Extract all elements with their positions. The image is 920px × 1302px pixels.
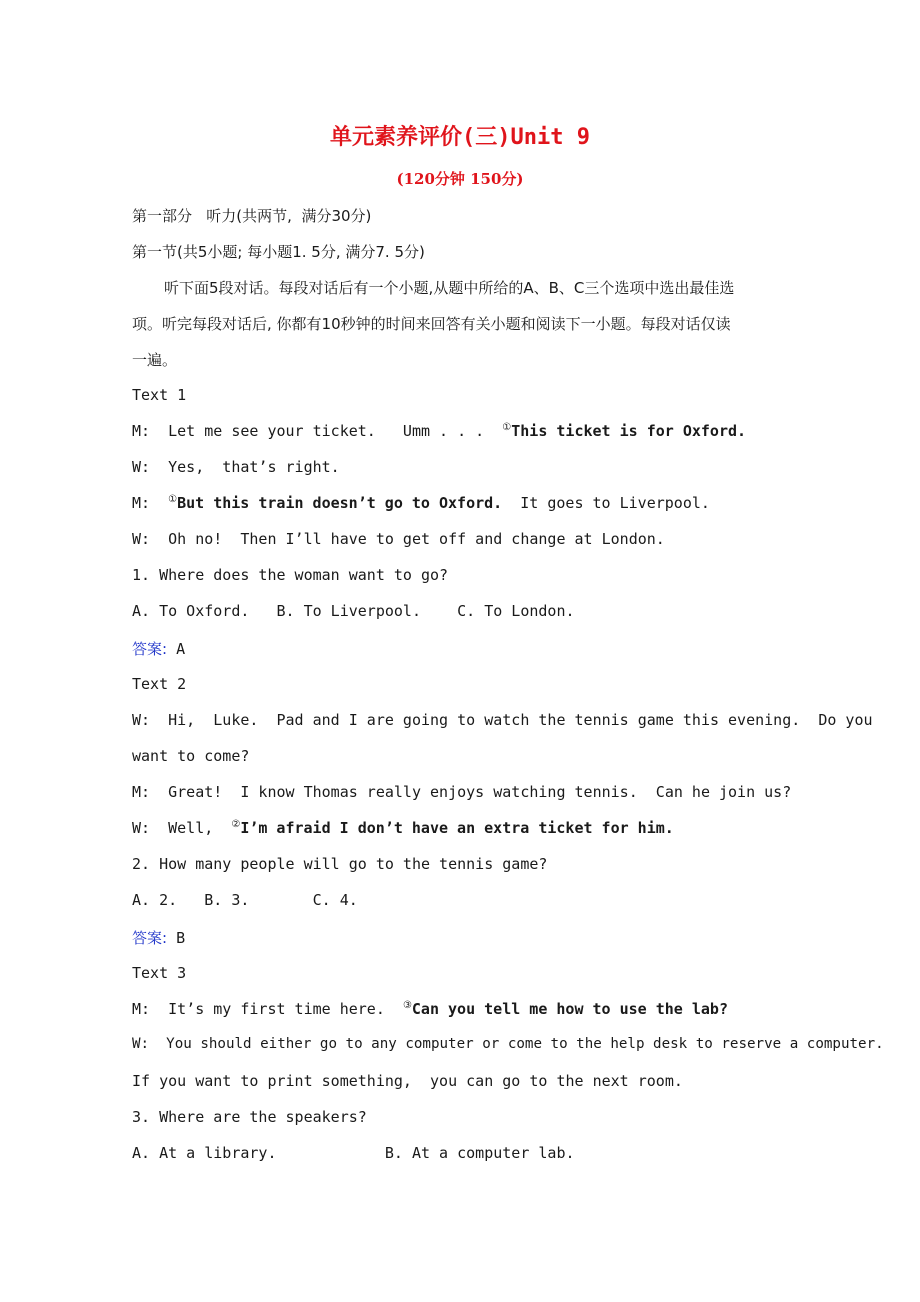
text-3-line-2-cont: If you want to print something, you can go to the next room.	[132, 1072, 683, 1090]
directions-line-1: 听下面5段对话。每段对话后有一个小题,从题中所给的A、B、C三个选项中选出最佳选	[164, 279, 735, 297]
text-2-label: Text 2	[132, 675, 187, 693]
question-1-options: A. To Oxford. B. To Liverpool. C. To London.	[132, 602, 575, 620]
answer-value: B	[167, 929, 186, 947]
answer-value: A	[167, 640, 186, 658]
answer-label: 答案:	[132, 640, 168, 658]
note-marker: ①	[502, 422, 512, 433]
page-title: 单元素养评价(三)Unit 9	[330, 125, 590, 150]
time-score: (120分钟 150分)	[396, 170, 524, 188]
part-heading: 第一部分 听力(共两节, 满分30分)	[132, 207, 372, 225]
text-1-line-4: W: Oh no! Then I’ll have to get off and change at London.	[132, 530, 665, 548]
text-2-line-3	[132, 819, 674, 837]
key-sentence: But this train doesn’t go to Oxford.	[177, 494, 503, 512]
question-2-options: A. 2. B. 3. C. 4.	[132, 891, 358, 909]
answer-1	[132, 638, 185, 659]
question-2: 2. How many people will go to the tennis game?	[132, 855, 548, 873]
speaker-text: M:	[132, 494, 169, 512]
speaker-text: W: Well,	[132, 819, 232, 837]
answer-label: 答案:	[132, 929, 168, 947]
answer-2	[132, 927, 185, 948]
text-3-line-2: W: You should either go to any computer or come to the help desk to reserve a computer.	[132, 1036, 884, 1052]
key-sentence: This ticket is for Oxford.	[511, 422, 747, 440]
directions-line-3: 一遍。	[132, 351, 178, 369]
speaker-text: It goes to Liverpool.	[502, 494, 710, 512]
text-1-line-2: W: Yes, that’s right.	[132, 458, 340, 476]
speaker-text: M: It’s my first time here.	[132, 1000, 403, 1018]
section-heading: 第一节(共5小题; 每小题1. 5分, 满分7. 5分)	[132, 243, 425, 261]
text-2-line-1: W: Hi, Luke. Pad and I are going to watch the tennis game this evening. Do you	[132, 711, 873, 729]
text-1-line-3	[132, 494, 710, 512]
question-3-options: A. At a library. B. At a computer lab.	[132, 1144, 575, 1162]
text-2-line-2: M: Great! I know Thomas really enjoys watching tennis. Can he join us?	[132, 783, 792, 801]
note-marker: ②	[231, 819, 241, 830]
directions-line-2: 项。听完每段对话后, 你都有10秒钟的时间来回答有关小题和阅读下一小题。每段对话仅读	[132, 315, 731, 333]
text-1-line-1	[132, 422, 746, 440]
text-2-line-1-cont: want to come?	[132, 747, 250, 765]
key-sentence: I’m afraid I don’t have an extra ticket for him.	[240, 819, 674, 837]
key-sentence: Can you tell me how to use the lab?	[411, 1000, 728, 1018]
text-1-label: Text 1	[132, 386, 187, 404]
text-3-line-1	[132, 1000, 728, 1018]
text-3-label: Text 3	[132, 964, 187, 982]
question-1: 1. Where does the woman want to go?	[132, 566, 449, 584]
speaker-text: M: Let me see your ticket. Umm . . .	[132, 422, 503, 440]
note-marker: ①	[168, 494, 178, 505]
note-marker: ③	[402, 1000, 412, 1011]
question-3: 3. Where are the speakers?	[132, 1108, 367, 1126]
